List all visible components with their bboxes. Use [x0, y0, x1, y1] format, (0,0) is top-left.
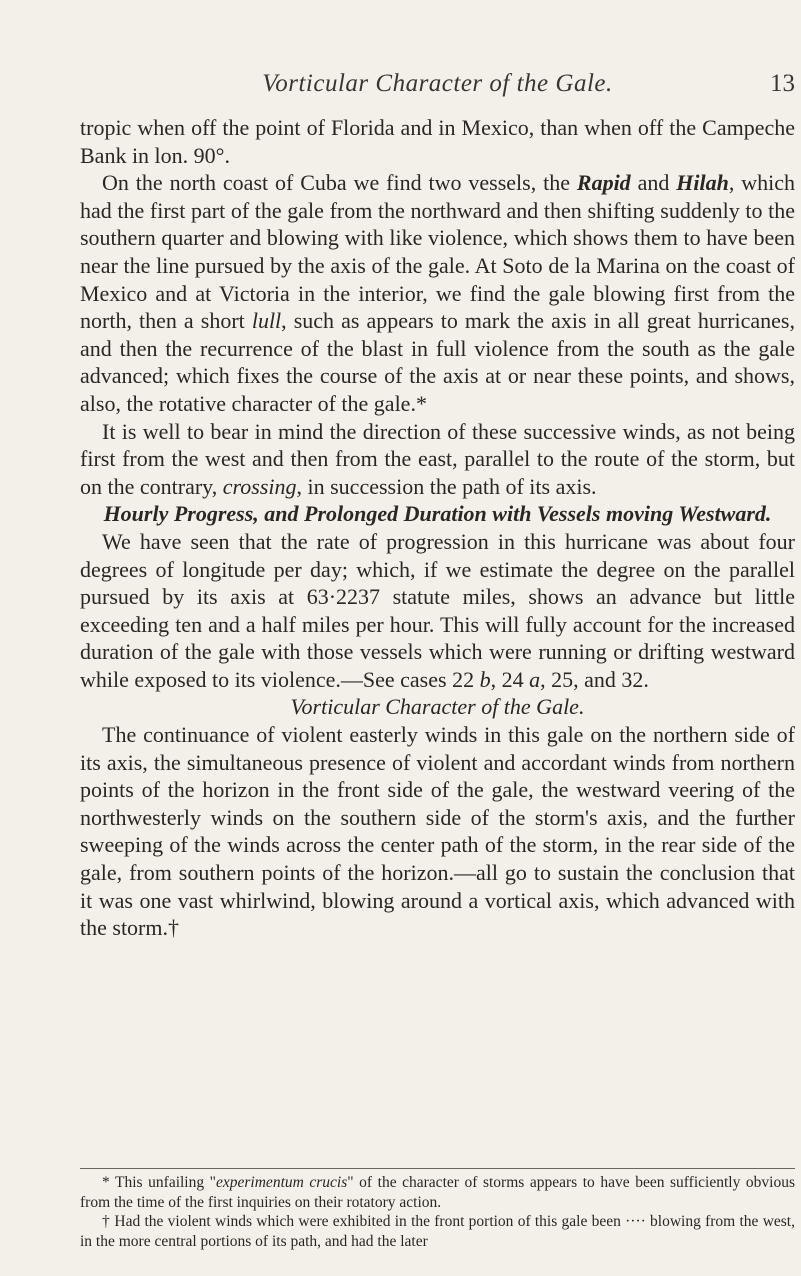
running-header [80, 70, 795, 100]
footnotes [80, 1173, 795, 1251]
footnote-divider [80, 1168, 795, 1169]
footnote [80, 1212, 795, 1251]
main-text [80, 114, 795, 942]
paragraph-text: tropic when off the point of Florida and in Mexico, than when off the Campeche Bank in lon. 90°. [80, 115, 795, 168]
paragraph-text: , such as appears to mark the axis in all great hurricanes, and then the recurrence of the blast in full violence from the south as the gale advanced; which fixes the course of the axis at or near these points, and shows, also, the rotative character of the gale.* [80, 308, 795, 416]
paragraph-text: , which had the first part of the gale from the northward and then shifting suddenly to the southern quarter and blowing with like violence, which shows them to have been near the line pursued by the axis of the gale. At Soto de la Marina on the coast of Mexico and at Victoria in the interior, we find the gale blowing first from the north, then a short [80, 170, 796, 334]
paragraph [80, 721, 795, 942]
running-title: Vorticular Character of the Gale. [262, 70, 613, 97]
paragraph-text: , 24 [490, 666, 530, 692]
paragraph-text: We have seen that the rate of progression in this hurricane was about four degrees of longitude per day; which, if we estimate the degree on the parallel pursued by its axis at 63·2237 statute miles, shows an advance but little exceeding ten and a half miles per hour. This will fully account for the increased duration of the gale with those vessels which were running or drifting westward while exposed to its violence.—See cases 22 [80, 528, 795, 692]
paragraph [80, 114, 795, 169]
paragraph-text: It is well to bear in mind the direction of these successive winds, as not being first from the west and then from the east, parallel to the route of the storm, but on the contrary, [80, 418, 795, 499]
emphasis: experimentum crucis [216, 1174, 348, 1191]
emphasis: lull [251, 308, 282, 334]
vessel-name: Hilah [676, 170, 729, 196]
paragraph [80, 169, 795, 417]
section-heading: Vorticular Character of the Gale. [290, 694, 585, 720]
footnote-text: † Had the violent winds which were exhibited in the front portion of this gale been ···· blowing from the west, in the more central portions of its path, and had the later [80, 1213, 795, 1250]
emphasis: b [479, 666, 491, 692]
paragraph-text: and [630, 170, 677, 196]
emphasis: crossing [222, 473, 297, 499]
paragraph [80, 528, 795, 694]
page-number: 13 [770, 70, 795, 97]
footnote [80, 1173, 795, 1212]
paragraph-text: The continuance of violent easterly winds in this gale on the northern side of its axis, the simultaneous presence of violent and accordant winds from northern points of the horizon in the front side of the gale, the westward veering of the northwesterly winds on the southern side of the storm's axis, and the further sweeping of the winds across the center path of the storm, in the rear side of the gale, from southern points of the horizon.—all go to sustain the conclusion that it was one vast whirlwind, blowing around a vortical axis, which advanced with the storm.† [80, 722, 795, 941]
footnote-text: " of the character of storms appears to have been sufficiently obvious from the time of the first inquiries on their rotatory action. [80, 1174, 795, 1211]
footnote-text: * This unfailing " [102, 1174, 217, 1191]
paragraph [80, 418, 795, 501]
emphasis: a [529, 666, 541, 692]
paragraph-text: , in succession the path of its axis. [296, 473, 597, 499]
paragraph-text: , 25, and 32. [540, 666, 649, 692]
paragraph-text: On the north coast of Cuba we find two vessels, the [102, 170, 577, 196]
vessel-name: Rapid [576, 170, 631, 196]
section-heading: Hourly Progress, and Prolonged Duration with Vessels moving Westward. [103, 501, 772, 527]
